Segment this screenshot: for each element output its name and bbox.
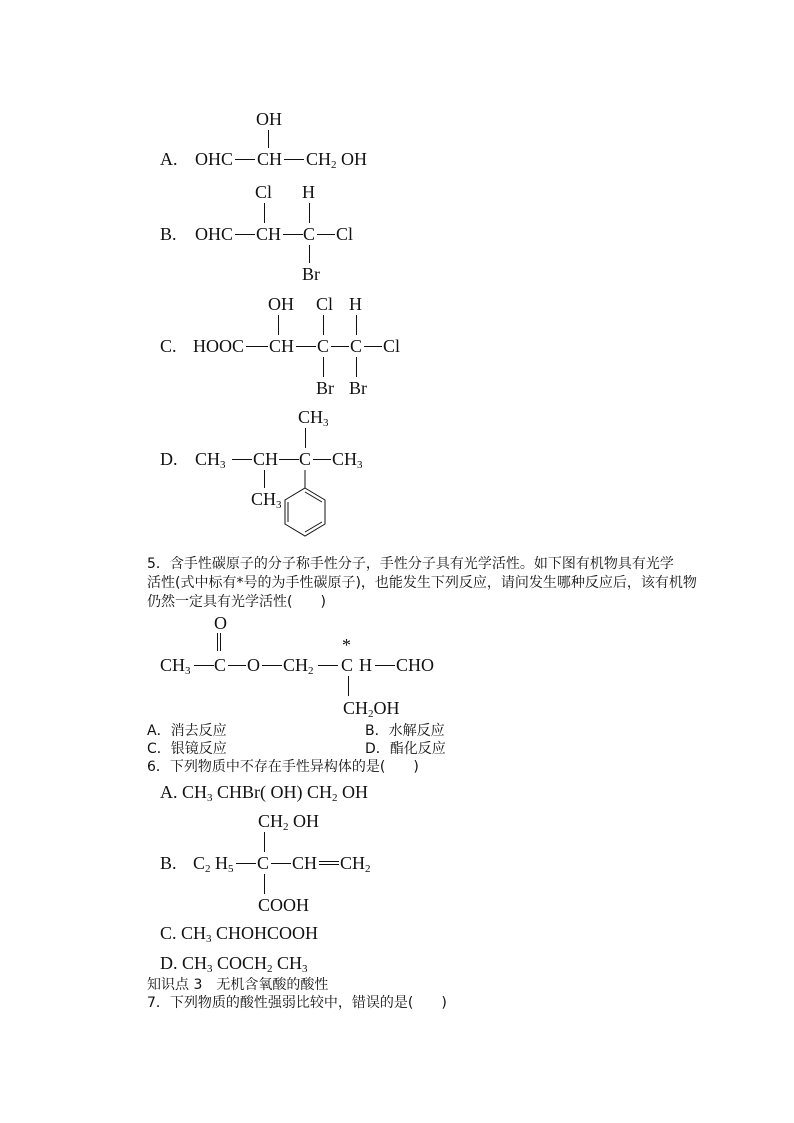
q5-double-bond [217,633,221,651]
benzene-ring-icon [278,468,330,540]
q4b-bond-v2 [309,203,310,223]
q4d-bond-v2 [264,470,265,488]
q6b-bond-v1 [264,832,265,852]
q6-option-a: A. $CH_3$ CHBr( OH) $CH_2$ OH [160,782,369,804]
q5-cho: CHO [396,655,435,675]
q5-stem-line2: 活性(式中标有*号的为手性碳原子)，也能发生下列反应，请问发生哪种反应后，该有机物 [147,575,697,591]
q4d-ch: CH [253,449,279,469]
q4c-hooc: HOOC [193,336,245,356]
q5-h: H [359,655,372,675]
q7-stem: 7．下列物质的酸性强弱比较中，错误的是( ) [147,995,447,1011]
q4a-ch2oh: $CH_2$ OH [306,149,368,171]
q4c-bond-v3 [356,315,357,335]
q4c-bond-3 [331,346,349,347]
q4b-c: C [303,224,316,244]
q5-option-d: D．酯化反应 [365,741,446,757]
q6b-double-bond [319,861,339,865]
q4c-bond-v1 [278,315,279,335]
q6b-c: C [257,853,270,873]
q4b-cl-right: Cl [336,224,354,244]
q4b-bond-2 [283,234,303,235]
q5-option-c: C．银镜反应 [147,741,227,757]
q4d-ch3-bottom: $CH_3$ [251,489,282,511]
q5-chiral-star: * [342,635,351,655]
q4d-ch3-top: $CH_3$ [298,407,329,429]
q4c-cl-right: Cl [383,336,401,356]
q4b-ohc: OHC [195,224,234,244]
q4c-bond-v5 [356,357,357,377]
q5-bond-v [348,676,349,696]
q4d-ch3-left: $CH_3$ [195,449,226,471]
q4d-bond-v1 [305,428,306,448]
q4c-cl-top: Cl [316,294,334,314]
q4d-bond-1 [232,459,252,460]
q4c-bond-1 [246,346,268,347]
q6-option-d: D. $CH_3$ $COCH_2$ $CH_3$ [160,953,308,975]
q4d-label: D. [160,449,178,469]
q4b-cl-top: Cl [255,182,273,202]
q4c-bond-4 [364,346,382,347]
knowledge-point-3: 知识点 3 无机含氧酸的酸性 [147,977,329,993]
q6b-cooh: COOH [258,895,310,915]
q4d-bond-3 [313,459,331,460]
q4b-bond-3 [317,234,335,235]
q6b-bond-2 [271,863,291,864]
q4d-ch3-right: $CH_3$ [332,449,363,471]
q4b-bond-v1 [264,203,265,223]
q4a-bond-2 [284,159,304,160]
q6b-ch2: $CH_2$ [340,853,371,875]
q6b-label: B. [160,853,177,873]
q5-bond-4 [318,665,338,666]
q4a-bond-vertical [268,130,269,148]
q5-bond-2 [228,665,246,666]
q6b-ch2oh: $CH_2$ OH [258,811,320,833]
q5-o: O [247,655,260,675]
q4c-label: C. [160,336,177,356]
q4c-c2: C [350,336,363,356]
q4a-bond-1 [235,159,255,160]
q4b-h-top: H [302,182,315,202]
q5-bond-3 [262,665,282,666]
q4b-label: B. [160,224,177,244]
q4c-h-top: H [349,294,362,314]
q6b-ch: CH [292,853,318,873]
q4c-br2: Br [349,378,367,398]
q4b-br: Br [302,264,320,284]
q4a-oh: OH [256,109,282,129]
q5-chiral-c: C [341,655,354,675]
q4a-ohc: OHC [195,149,234,169]
q4c-oh: OH [268,294,294,314]
q5-c: C [214,655,227,675]
q4d-c: C [299,449,312,469]
q5-stem-line3: 仍然一定具有光学活性( ) [147,594,326,610]
q6b-bond-1 [236,863,256,864]
q4c-ch: CH [269,336,295,356]
q5-option-a: A．消去反应 [147,723,227,739]
q5-carbonyl-o: O [214,613,227,633]
q4a-ch: CH [257,149,283,169]
q4d-bond-2 [279,459,299,460]
q4b-bond-v3 [309,245,310,263]
q4a-label: A. [160,149,178,169]
q6-stem: 6．下列物质中不存在手性异构体的是( ) [147,759,419,775]
q5-ch2: $CH_2$ [283,655,314,677]
q4c-bond-v4 [323,357,324,377]
q5-bond-1 [194,665,214,666]
q5-ch3: $CH_3$ [160,655,191,677]
q4c-br1: Br [316,378,334,398]
q5-bond-5 [375,665,395,666]
q4c-c1: C [317,336,330,356]
q4c-bond-2 [296,346,316,347]
q5-ch2oh: $CH_2OH$ [343,698,400,720]
q4b-bond-1 [235,234,255,235]
q5-option-b: B．水解反应 [365,723,445,739]
q6b-bond-v2 [264,874,265,894]
q4b-ch: CH [256,224,282,244]
q6b-c2h5: $C_2$ $H_5$ [193,853,234,875]
q6-option-c: C. $CH_3$ CHOHCOOH [160,923,319,945]
q5-stem-line1: 5．含手性碳原子的分子称手性分子，手性分子具有光学活性。如下图有机物具有光学 [147,556,674,572]
q4c-bond-v2 [323,315,324,335]
